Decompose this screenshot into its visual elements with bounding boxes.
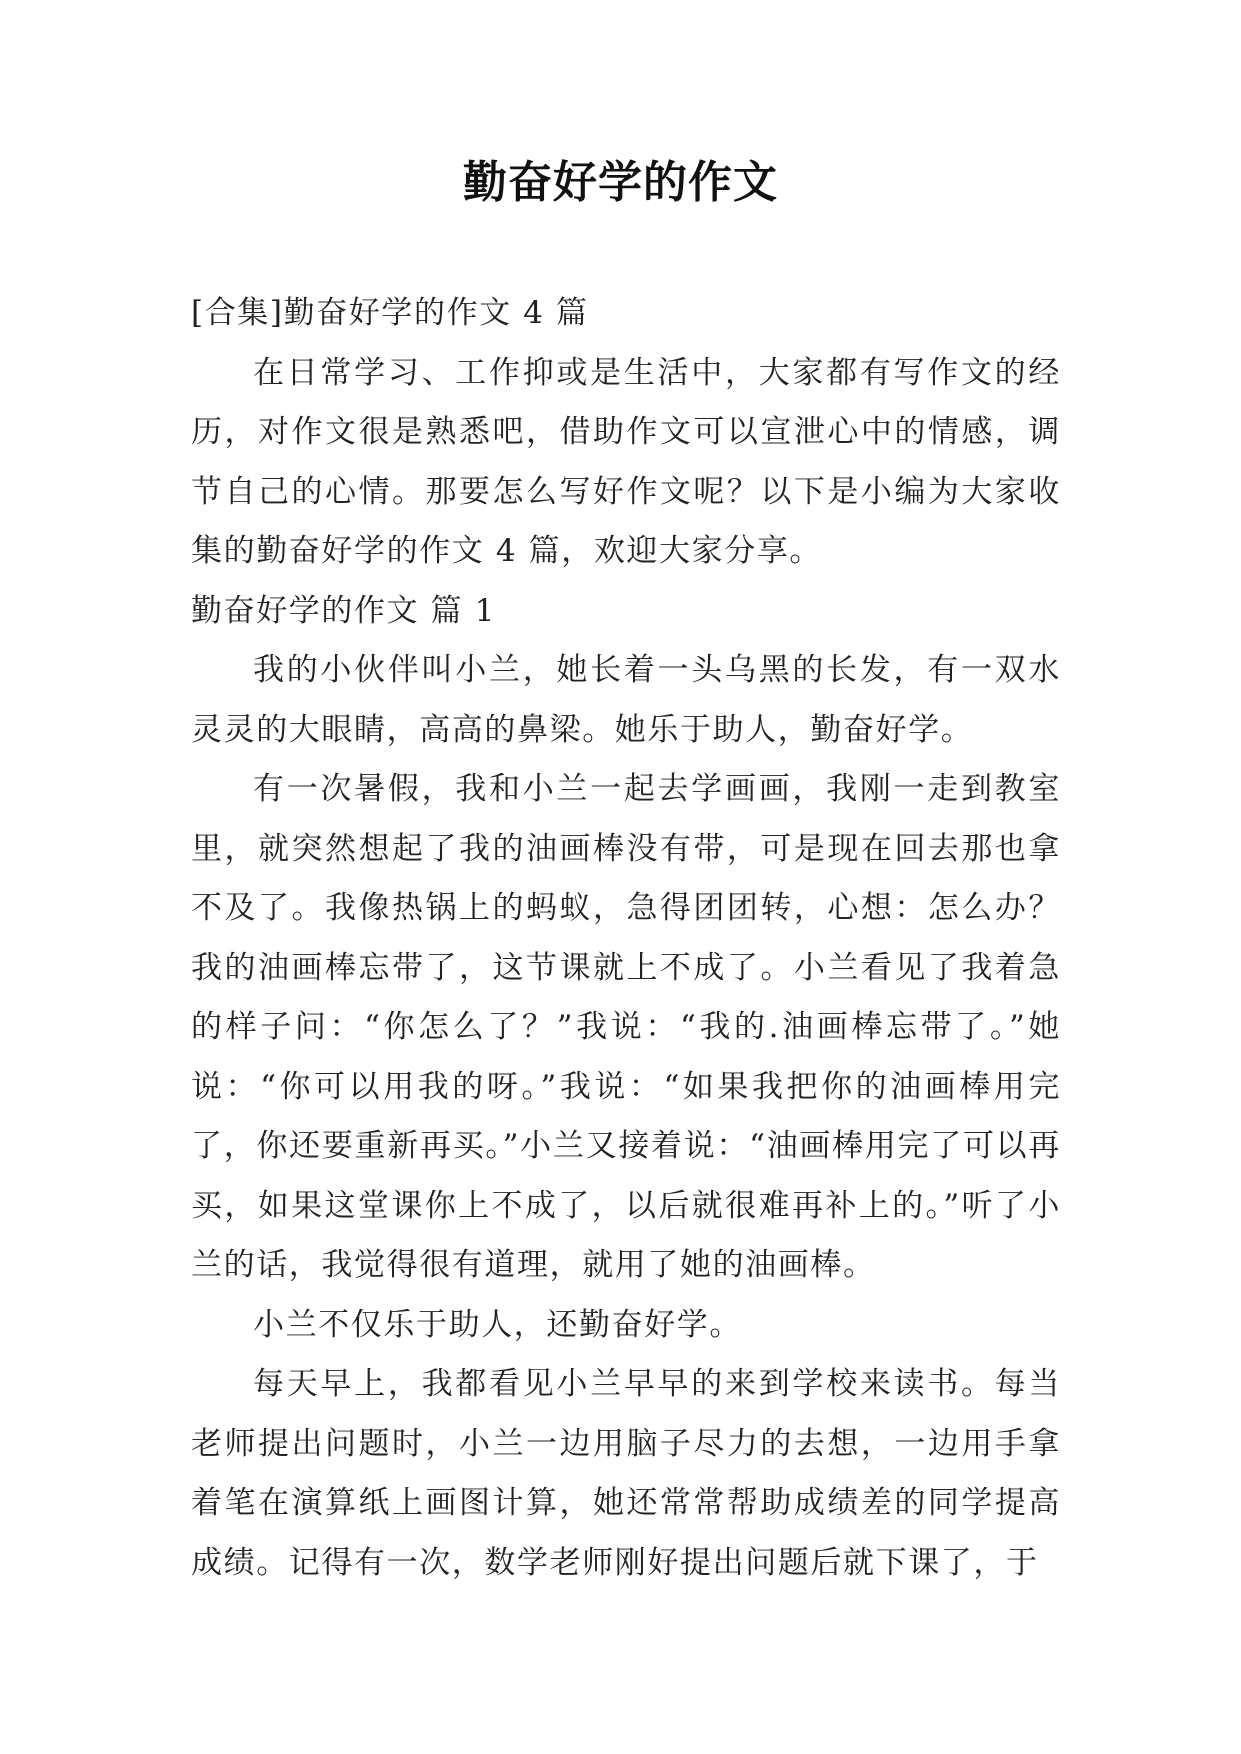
body-paragraph: 每天早上，我都看见小兰早早的来到学校来读书。每当老师提出问题时，小兰一边用脑子尽力的去想，一边用手拿着笔在演算纸上画图计算，她还常常帮助成绩差的同学提高成绩。记得有一次，数学老师刚好提出问题后就下课了，于: [191, 1366, 1061, 1581]
collection-heading: [合集]勤奋好学的作文 4 篇: [191, 295, 589, 331]
document-body: [191, 284, 1061, 1593]
section-heading: 勤奋好学的作文 篇 1: [191, 592, 497, 629]
body-paragraph: 有一次暑假，我和小兰一起去学画画，我刚一走到教室里，就突然想起了我的油画棒没有带，可是现在回去那也拿不及了。我像热锅上的蚂蚁，急得团团转，心想：怎么办？我的油画棒忘带了，这节课就上不成了。小兰看见了我着急的样子问：“你怎么了？”我说：“我的.油画棒忘带了。”她说：“你可以用我的呀。”我说：“如果我把你的油画棒用完了，你还要重新再买。”小兰又接着说：“油画棒用完了可以再买，如果这堂课你上不成了，以后就很难再补上的。”听了小兰的话，我觉得很有道理，就用了她的油画棒。: [191, 771, 1061, 1283]
body-paragraph: 我的小伙伴叫小兰，她长着一头乌黑的长发，有一双水灵灵的大眼睛，高高的鼻梁。她乐于助人，勤奋好学。: [191, 652, 1061, 748]
body-paragraph: 小兰不仅乐于助人，还勤奋好学。: [253, 1306, 742, 1343]
document-title: 勤奋好学的作文: [463, 157, 778, 208]
intro-paragraph: 在日常学习、工作抑或是生活中，大家都有写作文的经历，对作文很是熟悉吧，借助作文可以宣泄心中的情感，调节自己的心情。那要怎么写好作文呢？以下是小编为大家收集的勤奋好学的作文 4 篇，欢迎大家分享。: [191, 354, 1061, 569]
